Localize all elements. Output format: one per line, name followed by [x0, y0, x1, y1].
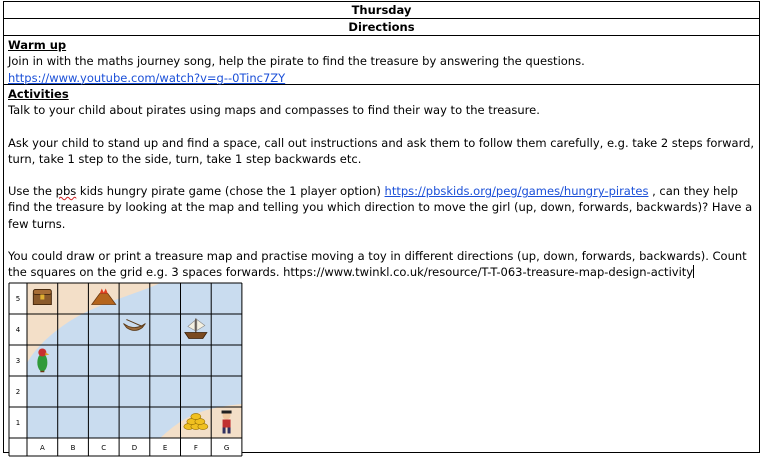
text-cursor — [693, 265, 694, 278]
activities-paragraph-2: Ask your child to stand up and find a space, call out instructions and ask them to follow them carefully, e.g. take 2 steps forward, turn, take 1 step to the side, turn, take 1 step backwards etc. — [8, 135, 755, 166]
day-title: Thursday — [4, 2, 759, 19]
warmup-text: Join in with the maths journey song, help the pirate to find the treasure by answering the questions. — [8, 54, 585, 69]
column-label: A — [39, 443, 45, 452]
treasure-map-svg — [8, 282, 246, 458]
row-label: 5 — [15, 294, 21, 303]
column-label: F — [193, 443, 198, 452]
activities-heading: Activities — [8, 87, 69, 101]
topic-title: Directions — [4, 19, 759, 36]
treasure-map-grid — [8, 282, 246, 458]
column-label: D — [131, 443, 138, 452]
row-label: 1 — [15, 418, 21, 427]
spelling-flag-word: pbs — [55, 184, 77, 199]
warmup-section — [4, 36, 759, 85]
activities-paragraph-4: You could draw or print a treasure map and practise moving a toy in different directions (up, down, forwards, backwards). Count the squares on the grid e.g. 3 spaces forwards. https://www.twinkl.co.uk/resource/T-T-063-treasure-map-design-activity — [8, 249, 747, 280]
row-label: 2 — [15, 387, 21, 396]
warmup-video-link[interactable]: https://www.youtube.com/watch?v=g--0Tinc7ZY — [8, 70, 286, 85]
activities-paragraph-1: Talk to your child about pirates using maps and compasses to find their way to the treasure. — [8, 103, 540, 118]
pbs-game-link[interactable]: https://pbskids.org/peg/games/hungry-pirates — [384, 184, 649, 199]
column-label: B — [70, 443, 76, 452]
row-label: 4 — [15, 325, 21, 334]
row-label: 3 — [15, 356, 21, 365]
activities-section — [4, 85, 759, 458]
row-label-column — [9, 283, 27, 456]
treasure-chest-icon — [33, 289, 51, 304]
column-label: E — [162, 443, 168, 452]
worksheet-table — [3, 1, 760, 453]
column-label: G — [223, 443, 230, 452]
activities-paragraph-3: Use the pbs kids hungry pirate game (chose the 1 player option) https://pbskids.org/peg/games/hungry-pirates , can they help find the treasure by looking at the map and telling you which direction to move the girl (up, down, forwards, backwards)? Have a few turns. — [8, 184, 753, 231]
column-label: C — [101, 443, 107, 452]
warmup-heading: Warm up — [8, 38, 67, 52]
